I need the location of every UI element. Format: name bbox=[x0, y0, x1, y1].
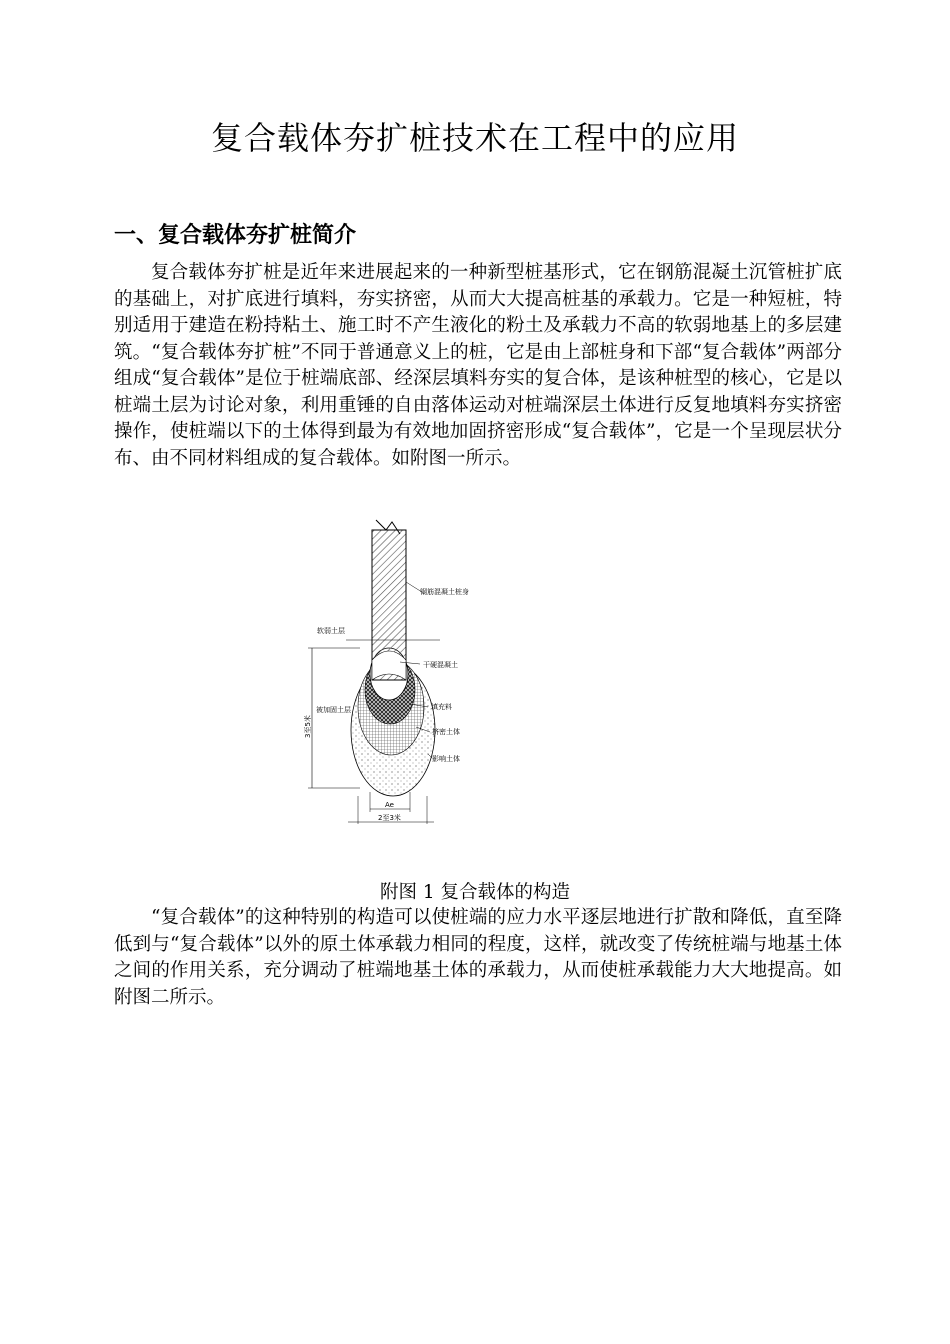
label-width-dimension: 2至3米 bbox=[378, 814, 401, 822]
figure-caption: 附图 1 复合载体的构造 bbox=[379, 882, 571, 903]
paragraph-intro: 复合载体夯扩桩是近年来进展起来的一种新型桩基形式，它在钢筋混凝土沉管桩扩底的基础上，对扩底进行填料，夯实挤密，从而大大提高桩基的承载力。它是一种短桩，特别适用于建造在粉持粘土、施工时不产生液化的粉土及承载力不高的软弱地基上的多层建筑。“复合载体夯扩桩”不同于普通意义上的桩，它是由上部桩身和下部“复合载体”两部分组成“复合载体”是位于桩端底部、经深层填料夯实的复合体，是该种桩型的核心，它是以桩端土层为讨论对象，利用重锤的自由落体运动对桩端深层土体进行反复地填料夯实挤密操作，使桩端以下的土体得到最为有效地加固挤密形成“复合载体”，它是一个呈现层状分布、由不同材料组成的复合载体。如附图一所示。 bbox=[114, 262, 842, 469]
label-ae-dimension: Ae bbox=[385, 801, 394, 809]
label-influenced-soil: 影响土体 bbox=[432, 755, 460, 763]
label-dry-concrete: 干硬混凝土 bbox=[423, 661, 458, 669]
label-pile-body: 钢筋混凝土桩身 bbox=[420, 588, 469, 596]
label-reinforced-soil: 被加固土层 bbox=[316, 706, 351, 714]
label-compacted-soil: 挤密土体 bbox=[432, 728, 460, 736]
paragraph-structure: “复合载体”的这种特别的构造可以使桩端的应力水平逐层地进行扩散和降低，直至降低到与“复合载体”以外的原土体承载力相同的程度，这样，就改变了传统桩端与地基土体之间的作用关系，充分调动了桩端地基土体的承载力，从而使桩承载能力大大地提高。如附图二所示。 bbox=[114, 907, 842, 1008]
document-title: 复合载体夯扩桩技术在工程中的应用 bbox=[210, 119, 739, 157]
section-heading: 一、复合载体夯扩桩简介 bbox=[114, 223, 357, 248]
label-fill-material: 填充料 bbox=[431, 703, 452, 711]
composite-carrier-diagram bbox=[300, 512, 500, 832]
label-depth-dimension: 3至5米 bbox=[304, 715, 312, 738]
label-soft-soil: 软弱土层 bbox=[317, 627, 345, 635]
